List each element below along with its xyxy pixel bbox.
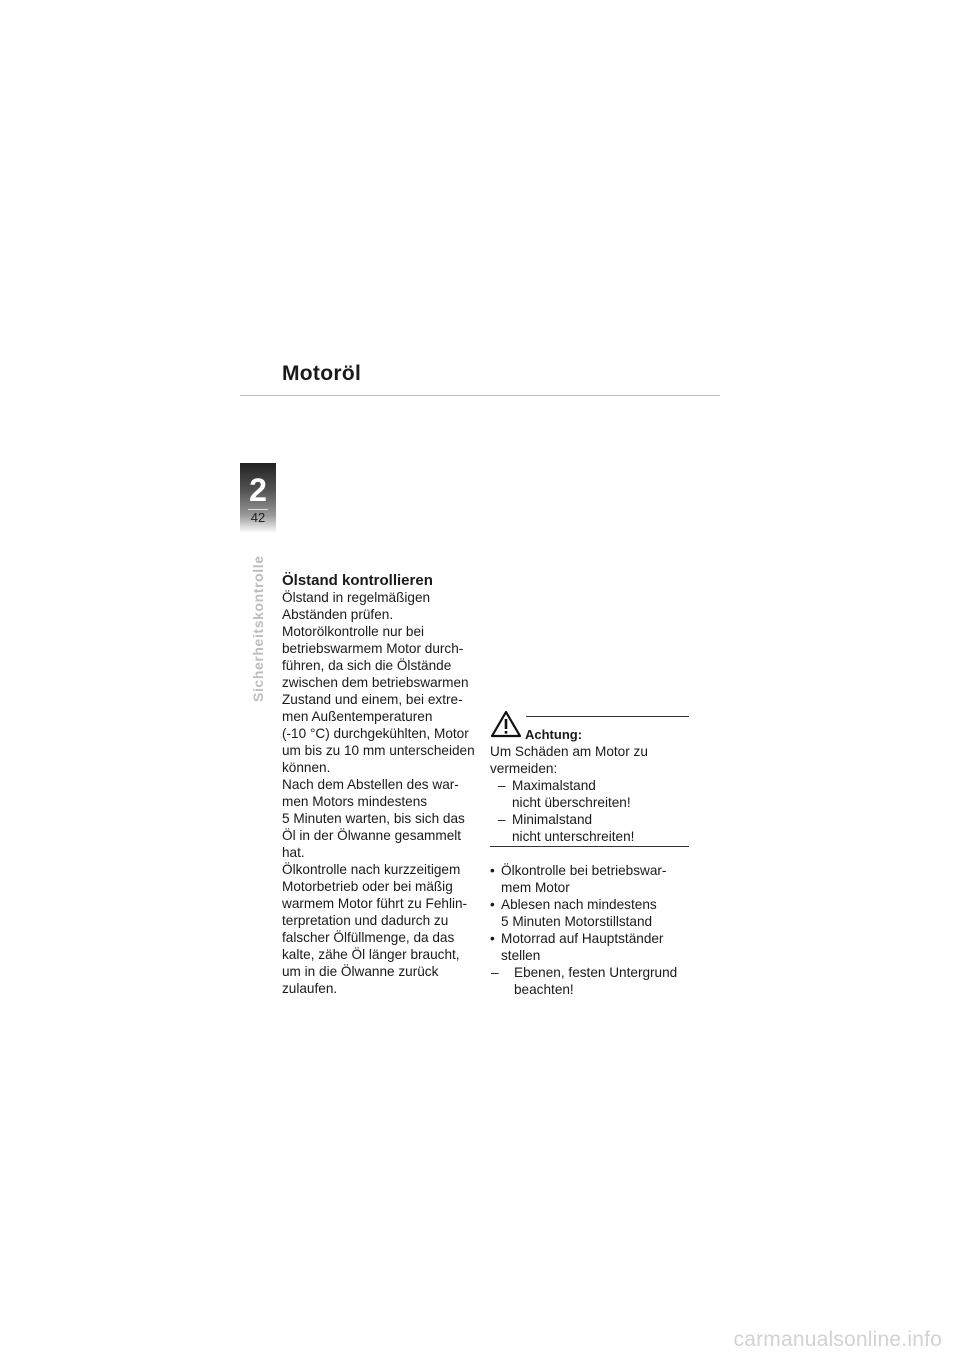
title-divider [240,395,720,396]
chapter-number: 2 [249,472,267,508]
paragraph: Ölkontrolle nach kurzzeitigem Motorbetrieb oder bei mäßig warmem Motor führt zu Fehlin- terpretation und dadurch zu falscher Ölfüllmenge, da das kalte, zähe Öl länger braucht, um in die Ölwanne zurück zulaufen. [282,862,468,996]
sub-step-list [490,964,690,998]
list-item: – Minimalstand nicht unterschreiten! [490,811,689,845]
list-item: • Ablesen nach mindestens 5 Minuten Motorstillstand [490,896,690,930]
warning-list [490,777,689,845]
paragraph: Ölstand in regelmäßigen Abständen prüfen. [282,590,431,622]
left-column [282,572,482,997]
warning-top-rule [526,716,689,717]
step-list [490,862,690,964]
section-heading: Ölstand kontrollieren [282,572,433,589]
watermark: carmanualsonline.info [733,1328,942,1351]
list-item: – Maximalstand nicht überschreiten! [490,777,689,811]
list-item: – Ebenen, festen Untergrund beachten! [490,964,690,998]
warning-heading: Achtung: [525,727,583,742]
procedure-steps [490,862,690,998]
paragraph: Motorölkontrolle nur bei betriebswarmem Motor durch- führen, da sich die Ölstände zwischen dem betriebswarmen Zustand und einem, bei extre- men Außentemperaturen (-10 °C) durchgekühlten, Motor um bis zu 10 mm unterscheiden können. [282,624,475,775]
page-number: 42 [250,510,266,525]
list-item: • Ölkontrolle bei betriebswar- mem Motor [490,862,690,896]
warning-text: Um Schäden am Motor zu vermeiden: [490,744,648,776]
chapter-tab [240,463,276,533]
warning-box [490,710,689,847]
chapter-side-label: Sicherheitskontrolle [250,555,266,702]
paragraph: Nach dem Abstellen des war- men Motors mindestens 5 Minuten warten, bis sich das Öl in der Ölwanne gesammelt hat. [282,777,465,860]
warning-triangle-icon [490,710,522,738]
warning-bottom-rule [490,846,689,847]
list-item: • Motorrad auf Hauptständer stellen [490,930,690,964]
page-title: Motoröl [282,362,362,385]
